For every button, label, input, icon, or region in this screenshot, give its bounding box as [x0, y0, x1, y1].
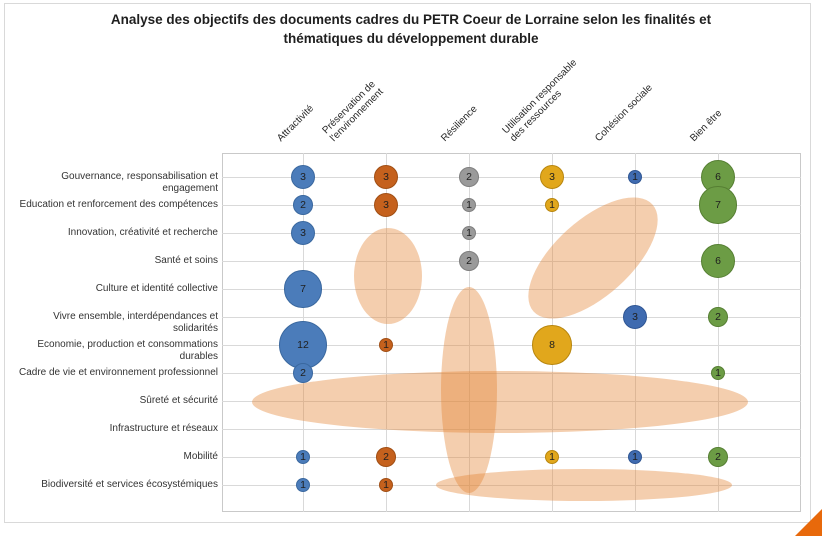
row-axis-label: Gouvernance, responsabilisation et engagement	[61, 171, 218, 194]
data-bubble: 1	[711, 366, 725, 380]
data-bubble: 1	[379, 338, 393, 352]
data-bubble: 6	[701, 160, 735, 194]
data-bubble: 3	[291, 221, 315, 245]
data-bubble: 2	[459, 251, 479, 271]
column-axis-label: Cohésion sociale	[593, 82, 655, 144]
highlight-ellipse	[252, 371, 748, 433]
highlight-ellipse	[436, 469, 732, 501]
data-bubble: 2	[376, 447, 396, 467]
row-axis-label: Education et renforcement des compétences	[19, 199, 218, 210]
row-axis-label: Culture et identité collective	[95, 283, 218, 294]
data-bubble: 3	[374, 193, 398, 217]
data-bubble: 12	[279, 321, 327, 369]
data-bubble: 1	[628, 450, 642, 464]
corner-accent-triangle	[795, 509, 822, 536]
row-axis-label: Cadre de vie et environnement professionnel	[18, 367, 218, 378]
row-axis-label: Innovation, créativité et recherche	[67, 227, 218, 238]
data-bubble: 6	[701, 244, 735, 278]
row-axis-label: Mobilité	[183, 451, 218, 462]
data-bubble: 1	[379, 478, 393, 492]
data-bubble: 8	[532, 325, 572, 365]
data-bubble: 1	[296, 478, 310, 492]
column-axis-label: Utilisation responsable des ressources	[500, 57, 580, 144]
row-axis-label: Biodiversité et services écosystémiques	[41, 479, 218, 490]
row-axis-label: Economie, production et consommations durables	[37, 339, 218, 362]
data-bubble: 1	[462, 226, 476, 240]
row-axis-label: Santé et soins	[154, 255, 218, 266]
data-bubble: 2	[459, 167, 479, 187]
row-axis-label: Vivre ensemble, interdépendances et solidarités	[53, 311, 218, 334]
row-axis-label: Infrastructure et réseaux	[109, 423, 218, 434]
column-axis-label: Attractivité	[275, 103, 317, 144]
data-bubble: 1	[628, 170, 642, 184]
column-axis-label: Résilience	[439, 103, 480, 144]
column-axis-label: Préservation de l'environnement	[320, 78, 386, 144]
data-bubble: 2	[708, 447, 728, 467]
data-bubble: 1	[545, 450, 559, 464]
data-bubble: 2	[708, 307, 728, 327]
data-bubble: 1	[296, 450, 310, 464]
highlight-ellipse	[354, 228, 422, 324]
data-bubble: 7	[699, 186, 736, 223]
data-bubble: 3	[291, 165, 315, 189]
data-bubble: 7	[284, 270, 321, 307]
data-bubble: 3	[374, 165, 398, 189]
data-bubble: 1	[462, 198, 476, 212]
data-bubble: 1	[545, 198, 559, 212]
chart-title: Analyse des objectifs des documents cadres du PETR Coeur de Lorraine selon les finalités et thématiques du développement durable	[110, 12, 712, 46]
data-bubble: 3	[540, 165, 564, 189]
row-axis-label: Sûreté et sécurité	[139, 395, 218, 406]
data-bubble: 2	[293, 195, 313, 215]
data-bubble: 3	[623, 305, 647, 329]
column-axis-label: Bien être	[688, 107, 725, 144]
data-bubble: 2	[293, 363, 313, 383]
